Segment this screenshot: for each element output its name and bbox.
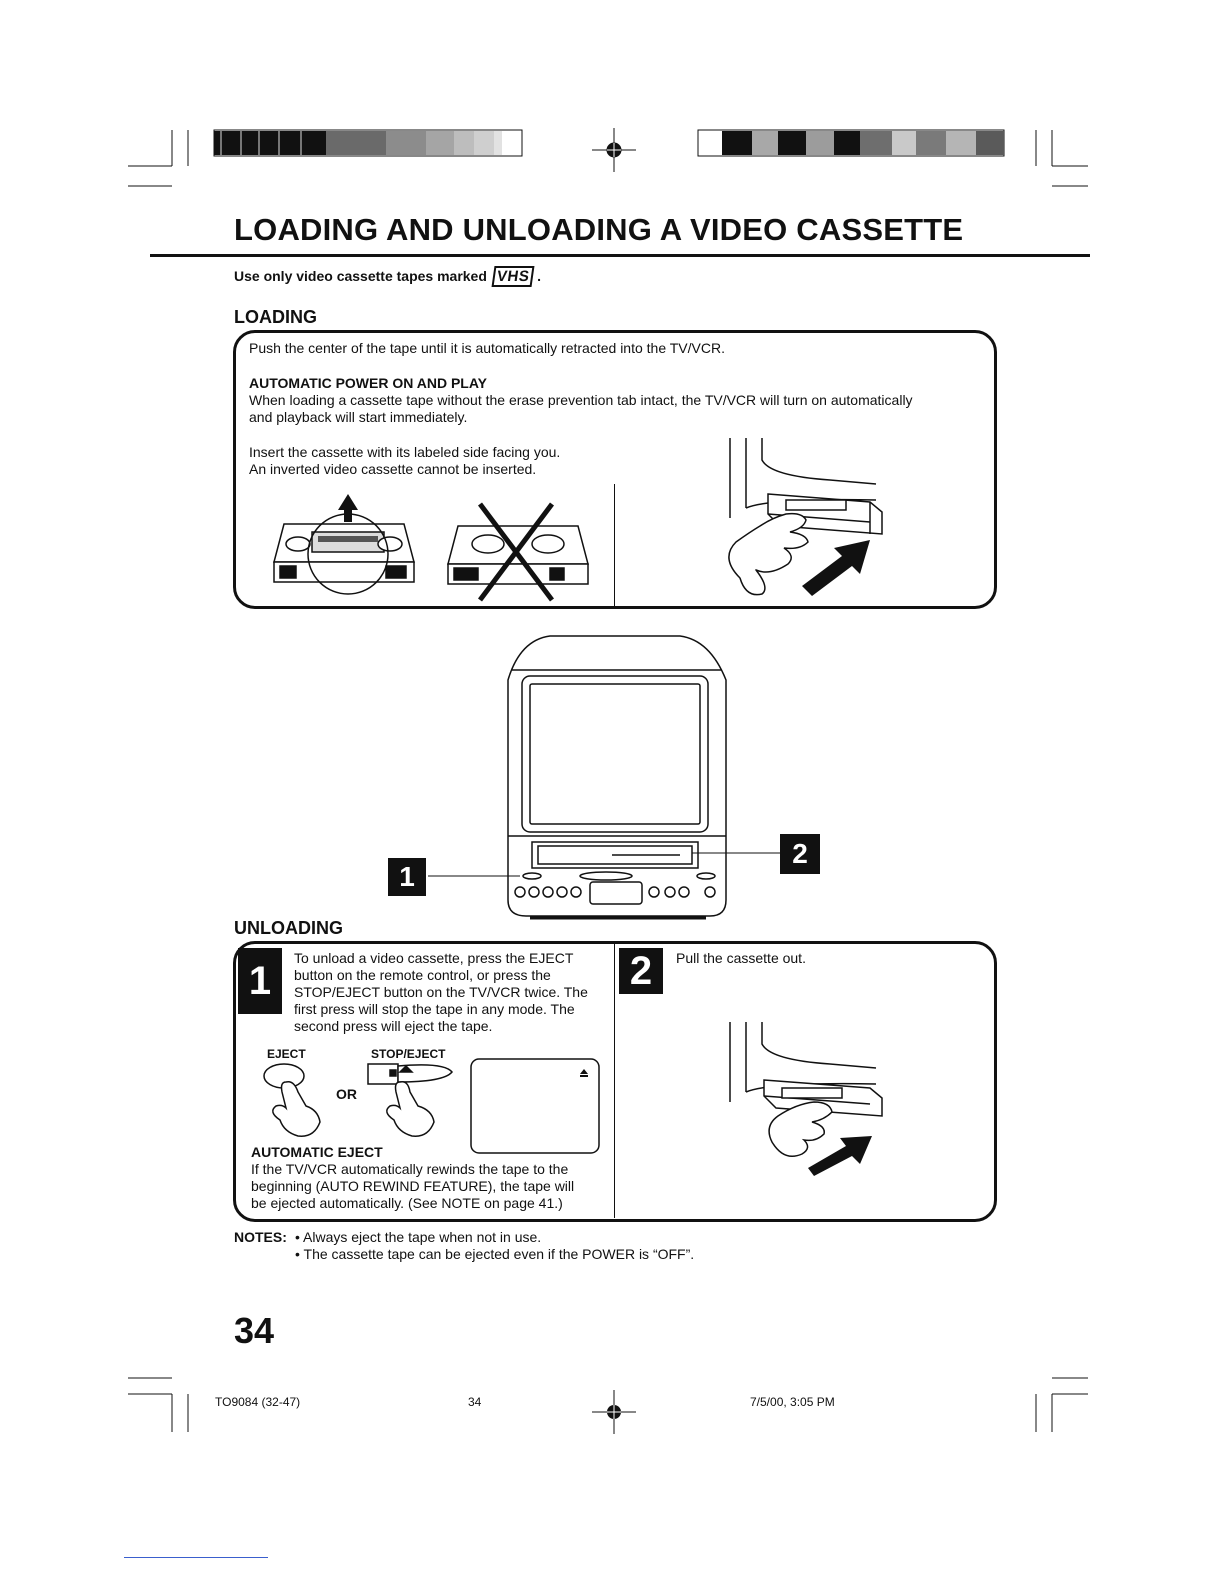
cassette-correct-illustration xyxy=(262,490,422,600)
print-registration-header xyxy=(0,0,1224,200)
unloading-step1-text xyxy=(294,950,614,1035)
title-rule xyxy=(150,254,1090,257)
notes-label: NOTES: xyxy=(234,1229,287,1245)
step1-line: To unload a video cassette, press the EJECT xyxy=(294,950,574,966)
right-color-bar xyxy=(698,130,1004,156)
insert-text-1: Insert the cassette with its labeled side facing you. xyxy=(249,444,561,460)
diagram-badge-1: 1 xyxy=(388,858,426,896)
step1-line: button on the remote control, or press the xyxy=(294,967,551,983)
registration-target-bottom xyxy=(607,1405,621,1419)
unloading-step2-text: Pull the cassette out. xyxy=(676,950,806,966)
bottom-link-line xyxy=(124,1557,268,1558)
unloading-step1-badge: 1 xyxy=(238,948,282,1014)
stop-eject-button-press-illustration xyxy=(364,1062,464,1142)
eject-onscreen-display xyxy=(470,1058,602,1156)
auto-eject-text xyxy=(251,1161,611,1212)
auto-power-text-2: and playback will start immediately. xyxy=(249,409,468,425)
page-title: LOADING AND UNLOADING A VIDEO CASSETTE xyxy=(234,212,964,247)
left-color-bar xyxy=(214,130,522,156)
step1-line: STOP/EJECT button on the TV/VCR twice. The xyxy=(294,984,588,1000)
step1-line: second press will eject the tape. xyxy=(294,1018,493,1034)
auto-eject-line: be ejected automatically. (See NOTE on page 41.) xyxy=(251,1195,563,1211)
unloading-panel-divider xyxy=(614,944,615,1218)
loading-panel-divider xyxy=(614,484,615,606)
eject-label: EJECT xyxy=(267,1047,306,1061)
footer-file: TO9084 (32-47) xyxy=(215,1395,301,1409)
cassette-inverted-illustration xyxy=(440,500,600,605)
page-subtitle xyxy=(234,266,541,287)
loading-heading: LOADING xyxy=(234,307,317,327)
auto-eject-line: If the TV/VCR automatically rewinds the tape to the xyxy=(251,1161,569,1177)
vhs-logo: VHS xyxy=(491,266,534,287)
footer-page: 34 xyxy=(468,1395,482,1409)
footer-date: 7/5/00, 3:05 PM xyxy=(750,1395,835,1409)
diagram-badge-2: 2 xyxy=(780,834,820,874)
note-item: • The cassette tape can be ejected even if the POWER is “OFF”. xyxy=(295,1246,695,1262)
hand-inserting-cassette-illustration xyxy=(710,438,890,603)
hand-pulling-cassette-illustration xyxy=(712,1022,892,1182)
auto-power-heading: AUTOMATIC POWER ON AND PLAY xyxy=(249,375,488,391)
auto-power-text-1: When loading a cassette tape without the erase prevention tab intact, the TV/VCR will turn on automatically xyxy=(249,392,913,408)
unloading-step2-badge: 2 xyxy=(619,948,663,994)
page-number: 34 xyxy=(234,1310,275,1351)
loading-intro: Push the center of the tape until it is automatically retracted into the TV/VCR. xyxy=(249,340,725,356)
or-label: OR xyxy=(336,1086,357,1102)
unloading-heading: UNLOADING xyxy=(234,918,343,938)
registration-target-top xyxy=(592,128,636,172)
tv-vcr-front-diagram xyxy=(380,630,840,920)
print-registration-footer xyxy=(0,1370,1224,1450)
note-item: • Always eject the tape when not in use. xyxy=(295,1229,542,1245)
subtitle-end: . xyxy=(537,268,542,284)
subtitle-text: Use only video cassette tapes marked xyxy=(234,268,487,284)
step1-line: first press will stop the tape in any mode. The xyxy=(294,1001,575,1017)
stop-eject-label: STOP/EJECT xyxy=(371,1047,446,1061)
auto-eject-line: beginning (AUTO REWIND FEATURE), the tape will xyxy=(251,1178,575,1194)
eject-button-press-illustration xyxy=(258,1062,328,1142)
insert-text-2: An inverted video cassette cannot be inserted. xyxy=(249,461,537,477)
auto-eject-heading: AUTOMATIC EJECT xyxy=(251,1144,383,1160)
